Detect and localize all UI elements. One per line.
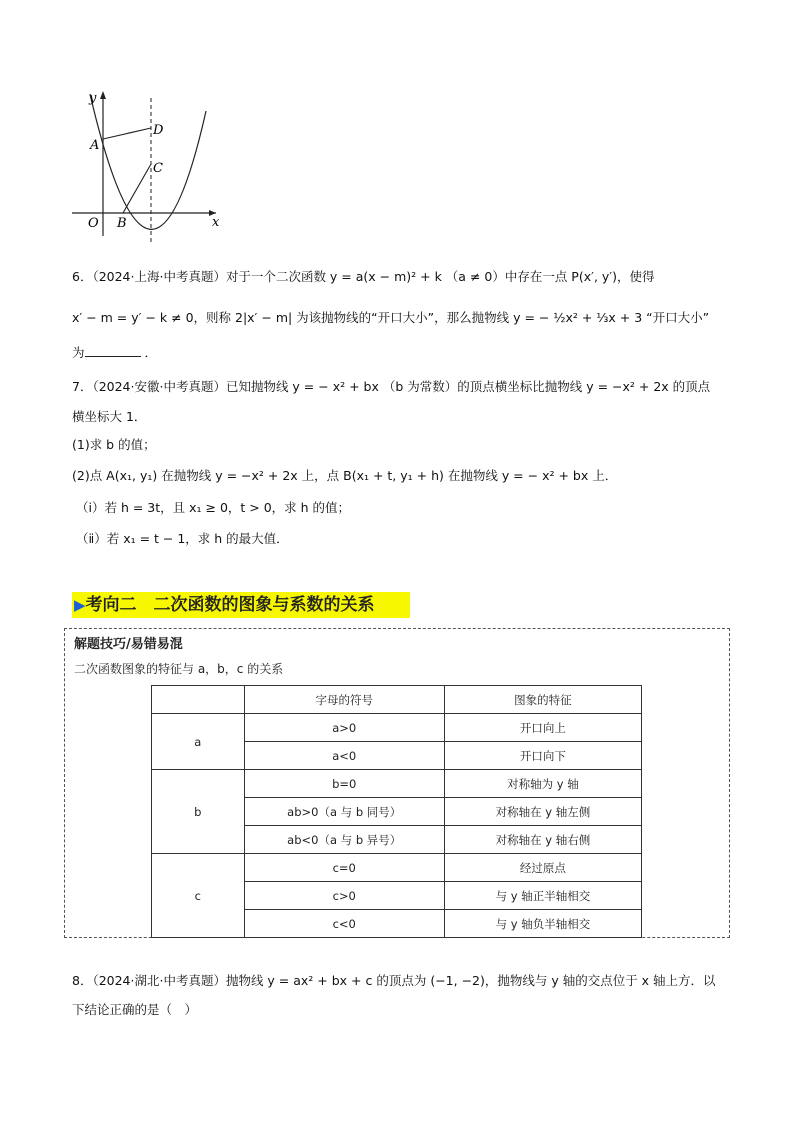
parabola-curve (90, 94, 206, 229)
sign-cell: ab<0（a 与 b 异号） (244, 826, 444, 854)
q7-sub-i: （ⅰ）若 h = 3t，且 x₁ ≥ 0，t > 0，求 h 的值； (76, 500, 351, 515)
y-axis-arrow (100, 91, 106, 99)
q6-line-3-suffix: ． (144, 345, 158, 360)
sign-cell: ab>0（a 与 b 同号） (244, 798, 444, 826)
header-cell: 图象的特征 (444, 686, 641, 714)
q6-line-3-prefix: 为 (72, 345, 85, 360)
tips-box-title: 解题技巧/易错易混 (74, 637, 183, 652)
table-row (152, 714, 642, 742)
header-cell (152, 686, 245, 714)
sign-cell: c=0 (244, 854, 444, 882)
label-d: D (153, 123, 164, 138)
q7-part-1: (1)求 b 的值； (72, 437, 156, 452)
letter-cell: c (152, 854, 245, 938)
table-header-row (152, 686, 642, 714)
parabola-figure (66, 86, 236, 246)
answer-blank[interactable] (85, 344, 141, 357)
q7-line-2: 横坐标大 1． (72, 409, 147, 424)
q8-line-2: 下结论正确的是（ ） (72, 1002, 198, 1017)
feature-cell: 开口向上 (444, 714, 641, 742)
sign-cell: c<0 (244, 910, 444, 938)
q6-line-1: 6．（2024·上海·中考真题）对于一个二次函数 y = a(x − m)² + k （a ≠ 0）中存在一点 P(x′, y′)，使得 (72, 269, 655, 284)
label-a: A (90, 138, 100, 153)
table-row (152, 770, 642, 798)
sign-cell: b=0 (244, 770, 444, 798)
label-c: C (153, 161, 163, 176)
feature-cell: 与 y 轴正半轴相交 (444, 882, 641, 910)
triangle-arrow-icon: ▶ (74, 596, 86, 614)
coefficient-table (151, 685, 642, 938)
feature-cell: 与 y 轴负半轴相交 (444, 910, 641, 938)
label-y: y (89, 91, 97, 106)
segment-ad (103, 128, 151, 139)
q7-sub-ii: （ⅱ）若 x₁ = t − 1，求 h 的最大值． (76, 531, 289, 546)
feature-cell: 对称轴在 y 轴右侧 (444, 826, 641, 854)
q7-part-2: (2)点 A(x₁, y₁) 在抛物线 y = −x² + 2x 上，点 B(x₁ + t, y₁ + h) 在抛物线 y = − x² + bx 上． (72, 468, 618, 483)
letter-cell: b (152, 770, 245, 854)
q7-line-1: 7．（2024·安徽·中考真题）已知抛物线 y = − x² + bx （b 为常数）的顶点横坐标比抛物线 y = −x² + 2x 的顶点 (72, 379, 711, 394)
feature-cell: 经过原点 (444, 854, 641, 882)
header-cell: 字母的符号 (244, 686, 444, 714)
letter-cell: a (152, 714, 245, 770)
segment-bc (123, 164, 151, 213)
sign-cell: a>0 (244, 714, 444, 742)
sign-cell: a<0 (244, 742, 444, 770)
feature-cell: 对称轴为 y 轴 (444, 770, 641, 798)
feature-cell: 开口向下 (444, 742, 641, 770)
section-heading (72, 592, 410, 618)
label-o: O (88, 216, 99, 231)
sign-cell: c>0 (244, 882, 444, 910)
q6-line-2: x′ − m = y′ − k ≠ 0，则称 2|x′ − m| 为该抛物线的“开口大小”，那么抛物线 y = − ½x² + ⅓x + 3 “开口大小” (72, 310, 710, 325)
q8-line-1: 8．（2024·湖北·中考真题）抛物线 y = ax² + bx + c 的顶点为 (−1, −2)，抛物线与 y 轴的交点位于 x 轴上方．以 (72, 973, 716, 988)
feature-cell: 对称轴在 y 轴左侧 (444, 798, 641, 826)
table-row (152, 854, 642, 882)
q6-line-3 (72, 344, 157, 362)
label-b: B (117, 216, 127, 231)
label-x: x (212, 215, 220, 230)
section-heading-text: 考向二 二次函数的图象与系数的关系 (85, 595, 375, 615)
tips-box-subtitle: 二次函数图象的特征与 a，b，c 的关系 (74, 662, 284, 676)
